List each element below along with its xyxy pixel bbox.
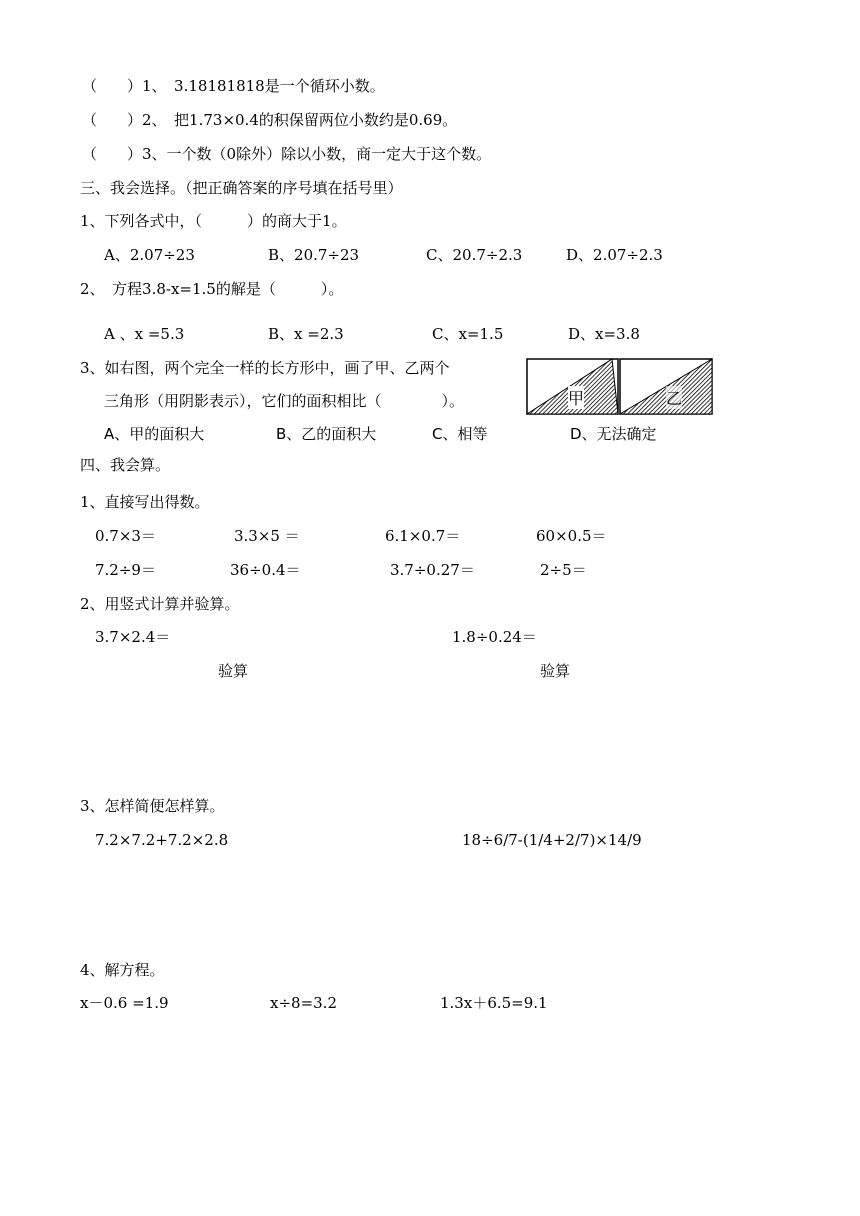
p3-expr-2: 18÷6/7-(1/4+2/7)×14/9 [462, 831, 642, 849]
calc-r1-c1: 0.7×3＝ [95, 527, 156, 545]
p1-title: 1、直接写出得数。 [80, 493, 210, 511]
q3-option-d: D、无法确定 [570, 425, 657, 443]
q2-stem: 2、 方程3.8-x=1.5的解是（ ）。 [80, 280, 344, 298]
q1-option-d: D、2.07÷2.3 [566, 246, 663, 264]
q3-option-c: C、相等 [432, 425, 488, 443]
calc-r2-c3: 3.7÷0.27＝ [390, 561, 475, 579]
calc-r1-c4: 60×0.5＝ [536, 527, 607, 545]
p3-expr-1: 7.2×7.2+7.2×2.8 [95, 831, 229, 849]
q2-option-c: C、x=1.5 [432, 325, 504, 343]
q3-stem-line2: 三角形（用阴影表示），它们的面积相比（ ）。 [104, 392, 465, 410]
p2-check-1: 验算 [218, 662, 249, 680]
q1-option-c: C、20.7÷2.3 [426, 246, 523, 264]
judge-item-1: （ ）1、 3.18181818是一个循环小数。 [82, 77, 385, 95]
q3-option-a: A、甲的面积大 [104, 425, 205, 443]
q1-stem: 1、下列各式中，（ ）的商大于1。 [80, 212, 347, 230]
q2-option-b: B、x =2.3 [268, 325, 344, 343]
label-yi: 乙 [666, 386, 682, 409]
p4-title: 4、解方程。 [80, 961, 165, 979]
q3-stem-line1: 3、如右图，两个完全一样的长方形中，画了甲、乙两个 [80, 359, 450, 377]
judge-item-2: （ ）2、 把1.73×0.4的积保留两位小数约是0.69。 [82, 111, 458, 129]
q2-option-a: A 、x =5.3 [104, 325, 185, 343]
calc-r1-c3: 6.1×0.7＝ [385, 527, 461, 545]
calc-r2-c1: 7.2÷9＝ [95, 561, 156, 579]
p3-title: 3、怎样简便怎样算。 [80, 797, 225, 815]
q1-option-a: A、2.07÷23 [104, 246, 195, 264]
calc-r1-c2: 3.3×5 ＝ [234, 527, 300, 545]
p2-expr-1: 3.7×2.4＝ [95, 628, 171, 646]
p2-title: 2、用竖式计算并验算。 [80, 595, 240, 613]
p4-expr-3: 1.3x＋6.5=9.1 [440, 994, 548, 1012]
calc-r2-c2: 36÷0.4＝ [230, 561, 301, 579]
section4-title: 四、我会算。 [80, 456, 171, 474]
q2-option-d: D、x=3.8 [568, 325, 640, 343]
q3-option-b: B、乙的面积大 [276, 425, 377, 443]
triangle-figure [526, 358, 714, 416]
p4-expr-2: x÷8=3.2 [270, 994, 337, 1012]
judge-item-3: （ ）3、一个数（0除外）除以小数，商一定大于这个数。 [82, 145, 492, 163]
triangle-figure-svg [526, 358, 714, 416]
p4-expr-1: x－0.6 =1.9 [80, 994, 169, 1012]
section3-title: 三、我会选择。（把正确答案的序号填在括号里） [80, 179, 403, 197]
p2-expr-2: 1.8÷0.24＝ [452, 628, 537, 646]
label-jia: 甲 [568, 386, 584, 409]
p2-check-2: 验算 [540, 662, 571, 680]
calc-r2-c4: 2÷5＝ [540, 561, 587, 579]
q1-option-b: B、20.7÷23 [268, 246, 360, 264]
